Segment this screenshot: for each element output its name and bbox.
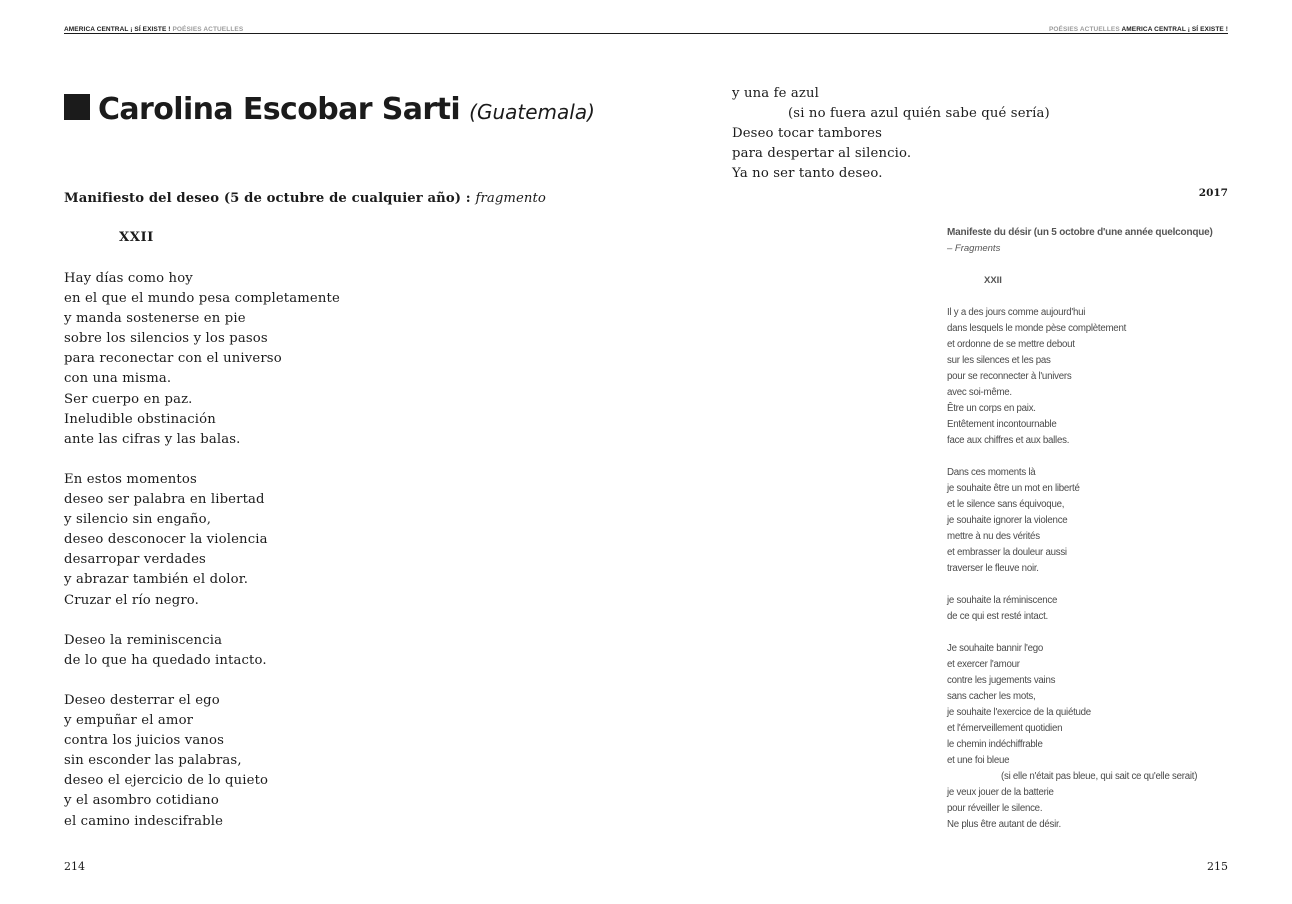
- stanza-break: [64, 611, 340, 631]
- poem-line: (si no fuera azul quién sabe qué sería): [788, 106, 1050, 121]
- poem-line: dans lesquels le monde pèse complètement: [947, 323, 1127, 334]
- poem-line: el camino indescifrable: [64, 813, 224, 829]
- poem-line: je souhaite être un mot en liberté: [947, 483, 1080, 494]
- poem-line: de ce qui est resté intact.: [947, 611, 1048, 622]
- poem-line: (si elle n'était pas bleue, qui sait ce qu'elle serait): [1001, 771, 1198, 782]
- poem-line: de lo que ha quedado intacto.: [64, 652, 267, 668]
- poem-line: mettre à nu des vérités: [947, 531, 1040, 542]
- poem-body-french: [947, 305, 1197, 833]
- poem-line: sin esconder las palabras,: [64, 753, 242, 769]
- poem-line: le chemin indéchiffrable: [947, 739, 1043, 750]
- stanza-break: [947, 577, 1197, 593]
- poem-subtitle-french: – Fragments: [947, 243, 1001, 254]
- poem-line: je souhaite l'exercice de la quiétude: [947, 707, 1091, 718]
- poem-line: et le silence sans équivoque,: [947, 499, 1065, 510]
- poem-line: sobre los silencios y los pasos: [64, 331, 268, 347]
- poem-line: deseo ser palabra en libertad: [64, 492, 265, 508]
- poem-title-italic: fragmento: [475, 191, 546, 206]
- poem-line: et embrasser la douleur aussi: [947, 547, 1067, 558]
- poem-line: Ne plus être autant de désir.: [947, 819, 1061, 830]
- poem-line: ante las cifras y las balas.: [64, 431, 241, 447]
- square-bullet-icon: [64, 94, 90, 120]
- poem-line: traverser le fleuve noir.: [947, 563, 1039, 574]
- poem-line: Je souhaite bannir l'ego: [947, 643, 1044, 654]
- running-head-right: [1049, 26, 1228, 33]
- poem-line: je veux jouer de la batterie: [947, 787, 1054, 798]
- running-head-book-title: AMERICA CENTRAL ¡ SÍ EXISTE !: [64, 26, 171, 33]
- poem-line: avec soi-même.: [947, 387, 1012, 398]
- stanza-break: [64, 671, 340, 691]
- poem-body-spanish: [64, 269, 340, 832]
- running-head-left: [64, 26, 243, 33]
- poem-line: et exercer l'amour: [947, 659, 1020, 670]
- poem-line: desarropar verdades: [64, 552, 206, 568]
- page-number-left: 214: [64, 860, 85, 873]
- stanza-break: [947, 449, 1197, 465]
- poem-line: Entêtement incontournable: [947, 419, 1057, 430]
- poem-line: con una misma.: [64, 371, 172, 387]
- poem-line: contra los juicios vanos: [64, 733, 225, 749]
- poem-line: para despertar al silencio.: [732, 146, 912, 161]
- poem-line: Dans ces moments là: [947, 467, 1036, 478]
- poem-line: et ordonne de se mettre debout: [947, 339, 1075, 350]
- poem-line: para reconectar con el universo: [64, 351, 282, 367]
- page-number-right: 215: [1207, 860, 1228, 873]
- poem-line: y manda sostenerse en pie: [64, 311, 246, 327]
- poem-title-text: Manifiesto del deseo (5 de octubre de cualquier año) :: [64, 191, 471, 206]
- poem-line: et une foi bleue: [947, 755, 1010, 766]
- section-numeral-spanish: XXII: [119, 230, 154, 245]
- poem-line: y empuñar el amor: [64, 713, 194, 729]
- poem-line: y abrazar también el dolor.: [64, 572, 249, 588]
- poem-line: pour réveiller le silence.: [947, 803, 1043, 814]
- running-head-section: POÉSIES ACTUELLES: [172, 26, 244, 33]
- running-head-section: POÉSIES ACTUELLES: [1048, 26, 1120, 33]
- poem-line: En estos momentos: [64, 471, 197, 487]
- poem-line: Il y a des jours comme aujourd'hui: [947, 307, 1086, 318]
- poem-year: 2017: [1198, 187, 1228, 199]
- poem-line: sur les silences et les pas: [947, 355, 1051, 366]
- stanza-break: [947, 625, 1197, 641]
- author-name: Carolina Escobar Sarti: [98, 92, 461, 127]
- author-heading: [64, 92, 595, 127]
- poem-line: Ya no ser tanto deseo.: [732, 166, 883, 181]
- header-rule: [64, 33, 1228, 34]
- poem-line: Être un corps en paix.: [947, 403, 1036, 414]
- poem-line: y el asombro cotidiano: [64, 793, 219, 809]
- poem-line: Cruzar el río negro.: [64, 592, 200, 608]
- poem-line: y una fe azul: [732, 86, 820, 101]
- poem-line: je souhaite ignorer la violence: [947, 515, 1068, 526]
- poem-line: je souhaite la réminiscence: [947, 595, 1058, 606]
- poem-line: Deseo desterrar el ego: [64, 692, 220, 708]
- poem-line: Ser cuerpo en paz.: [64, 391, 193, 407]
- poem-title-spanish: [64, 191, 546, 206]
- poem-line: deseo el ejercicio de lo quieto: [64, 773, 269, 789]
- poem-line: pour se reconnecter à l'univers: [947, 371, 1072, 382]
- poem-line: en el que el mundo pesa completamente: [64, 291, 340, 307]
- poem-line: deseo desconocer la violencia: [64, 532, 268, 548]
- poem-line: face aux chiffres et aux balles.: [947, 435, 1070, 446]
- poem-continuation-spanish: [732, 84, 1050, 184]
- stanza-break: [64, 450, 340, 470]
- poem-line: Deseo tocar tambores: [732, 126, 882, 141]
- poem-line: et l'émerveillement quotidien: [947, 723, 1063, 734]
- section-numeral-french: XXII: [984, 275, 1002, 286]
- poem-line: contre les jugements vains: [947, 675, 1056, 686]
- author-country: (Guatemala): [469, 100, 595, 124]
- poem-title-french: Manifeste du désir (un 5 octobre d'une année quelconque): [947, 227, 1213, 238]
- poem-line: y silencio sin engaño,: [64, 512, 212, 528]
- poem-line: Hay días como hoy: [64, 271, 193, 286]
- poem-line: sans cacher les mots,: [947, 691, 1036, 702]
- running-head-book-title: AMERICA CENTRAL ¡ SÍ EXISTE !: [1121, 26, 1228, 33]
- poem-line: Deseo la reminiscencia: [64, 632, 223, 648]
- poem-line: Ineludible obstinación: [64, 411, 216, 427]
